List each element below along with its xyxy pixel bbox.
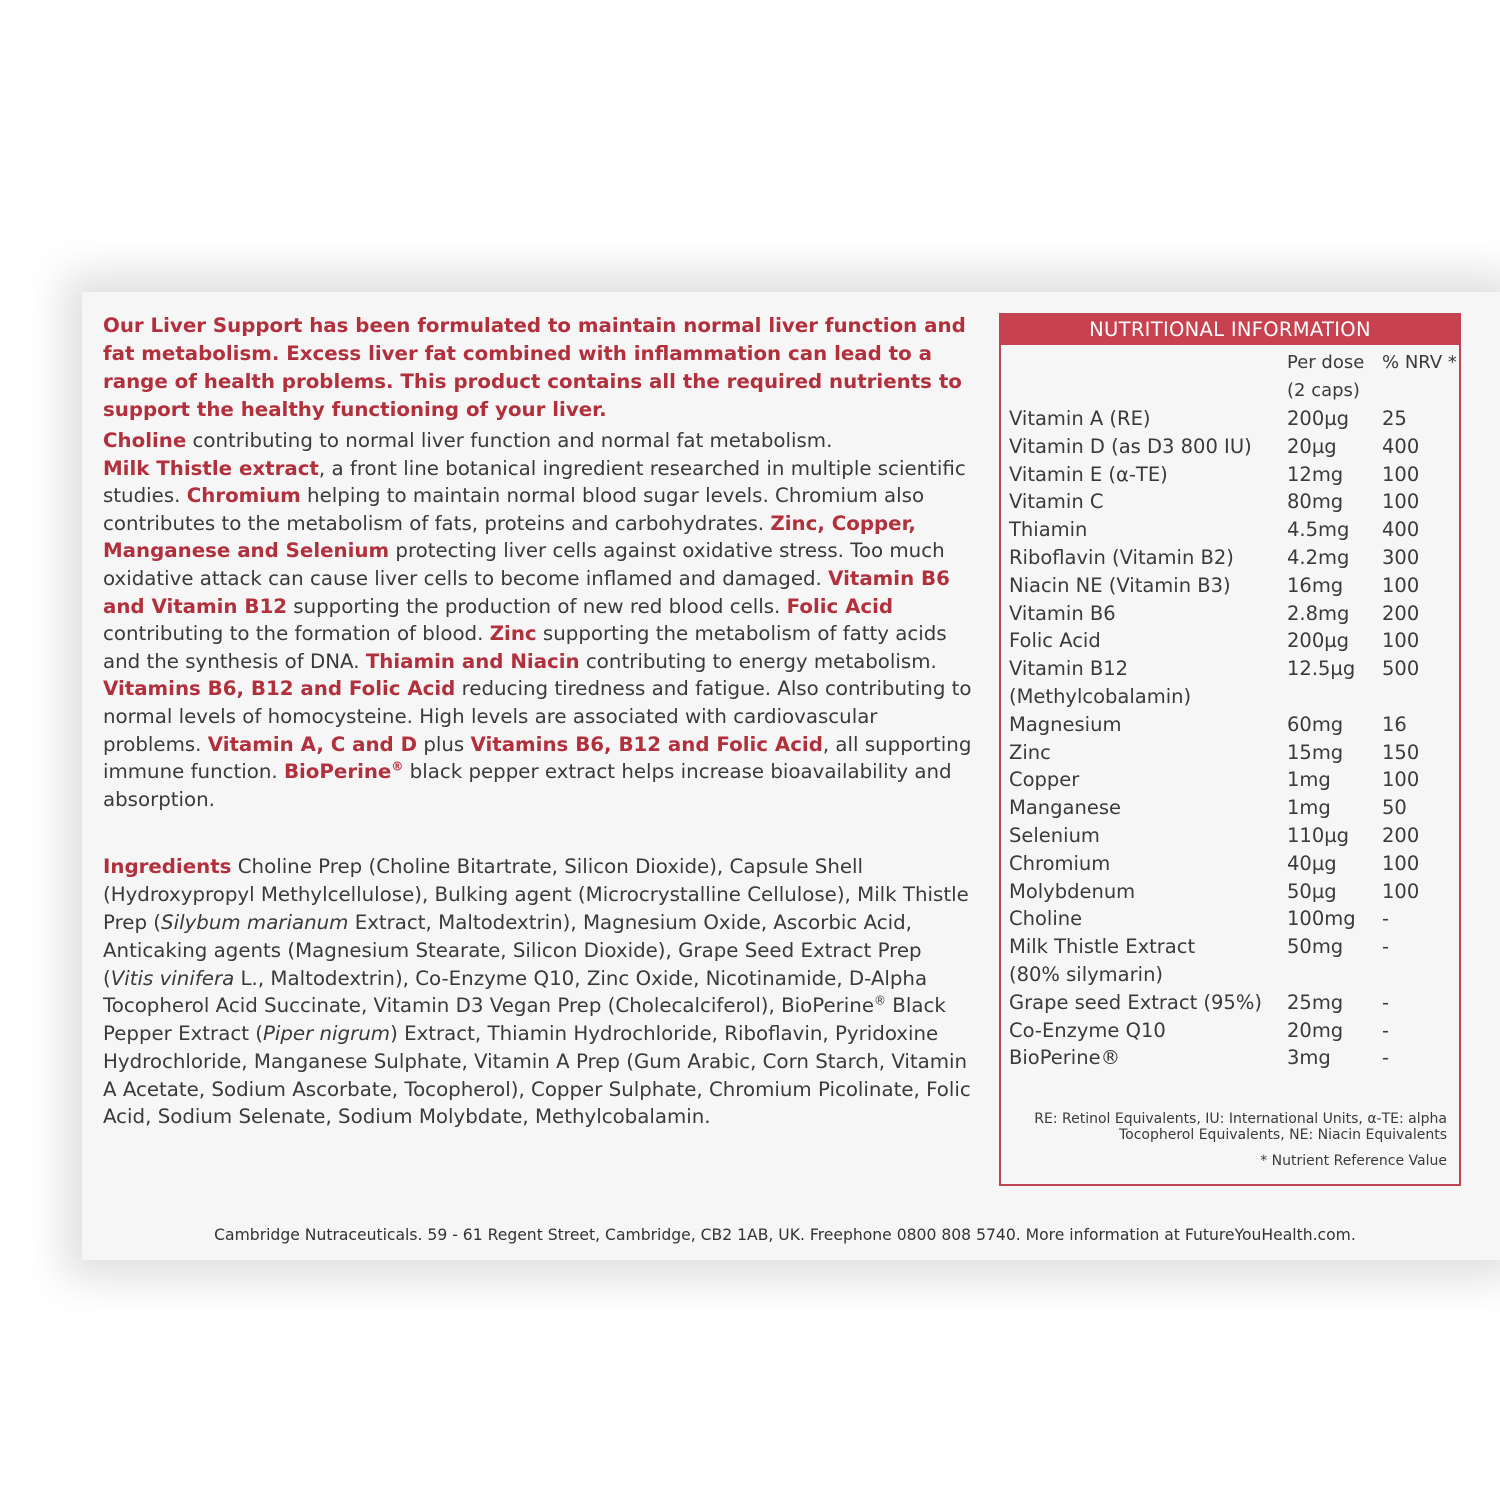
- ingredients-part: Black Pepper Extract (: [103, 994, 946, 1046]
- nutrition-row: [1009, 794, 1459, 822]
- nutrition-row: [1009, 739, 1459, 767]
- benefit-text: , all supporting immune function.: [103, 732, 972, 784]
- nutrient-name: Vitamin B12: [1009, 657, 1129, 681]
- benefit-text: supporting the production of new red blood cells.: [287, 594, 787, 618]
- ingredients-label: Ingredients: [103, 855, 232, 879]
- nutrient-name: Folic Acid: [1009, 629, 1101, 653]
- nutrient-nrv: 100: [1382, 629, 1420, 653]
- nutrition-row: [1009, 683, 1459, 711]
- ingredients-part: Choline Prep (Choline Bitartrate, Silicon Dioxide), Capsule Shell (Hydroxypropyl Methylcellulose), Bulking agent (Microcrystalline Cellulose), Milk Thistle Prep (: [103, 855, 969, 934]
- nutrient-name: Vitamin C: [1009, 490, 1104, 514]
- nutrition-row: [1009, 627, 1459, 655]
- benefit-highlight: BioPerine: [283, 760, 392, 784]
- nutrition-rows: [1009, 405, 1459, 1072]
- nutrition-row: [1009, 766, 1459, 794]
- nutrition-row: [1009, 461, 1459, 489]
- nutrient-name: Vitamin A (RE): [1009, 407, 1151, 430]
- nutrient-name: Copper: [1009, 768, 1080, 792]
- nutrient-nrv: 100: [1382, 768, 1420, 792]
- benefit-highlight: Vitamin A, C and D: [207, 732, 418, 756]
- benefit-highlight: Zinc, Copper, Manganese and Selenium: [103, 511, 916, 563]
- nutrient-nrv: 100: [1382, 851, 1420, 875]
- nutrient-dose: 12mg: [1287, 462, 1344, 486]
- nutrient-dose: 15mg: [1287, 740, 1344, 764]
- nutrition-notes: [1007, 1111, 1447, 1169]
- benefit-highlight: Choline: [103, 429, 187, 452]
- nutrition-row: [1009, 989, 1459, 1017]
- nutrient-nrv: 50: [1382, 796, 1407, 820]
- benefit-text: protecting liver cells against oxidative stress. Too much oxidative attack can cause liver cells to become inflamed and damaged.: [103, 539, 945, 590]
- description-column: [103, 312, 973, 1131]
- nutrient-dose: 80mg: [1287, 490, 1344, 514]
- nutrient-name: Molybdenum: [1009, 879, 1136, 903]
- benefit-text: , a front line botanical ingredient researched in multiple scientific studies.: [103, 456, 966, 508]
- nutrition-title: NUTRITIONAL INFORMATION: [1001, 315, 1459, 345]
- nutrition-row: [1009, 572, 1459, 600]
- nutrition-row: [1009, 655, 1459, 683]
- nutrient-name: BioPerine®: [1009, 1046, 1121, 1070]
- nutrient-nrv: -: [1382, 990, 1390, 1014]
- nutrient-dose: [1287, 961, 1382, 989]
- nutrient-nrv: 100: [1382, 879, 1420, 903]
- nutrient-name: Chromium: [1009, 851, 1111, 875]
- benefit-text: contributing to normal liver function and normal fat metabolism.: [186, 429, 833, 452]
- nutrient-name: Grape seed Extract (95%): [1009, 990, 1262, 1014]
- latin-name: Silybum marianum: [161, 910, 349, 934]
- footer-address: Cambridge Nutraceuticals. 59 - 61 Regent Street, Cambridge, CB2 1AB, UK. Freephone 0800 808 5740. More information at FutureYouHealth.com.: [214, 1226, 1356, 1244]
- nutrition-row: [1009, 600, 1459, 628]
- benefit-highlight: Vitamin B6 and Vitamin B12: [103, 566, 950, 618]
- benefits-text: [103, 427, 973, 813]
- nutrition-row: [1009, 850, 1459, 878]
- nutrition-row: [1009, 933, 1459, 961]
- benefit-text: contributing to the formation of blood.: [103, 622, 490, 646]
- nutrition-row: [1009, 516, 1459, 544]
- nutrient-dose: 4.5mg: [1287, 518, 1350, 542]
- nutrient-nrv: -: [1382, 907, 1390, 931]
- nutrition-row: [1009, 488, 1459, 516]
- latin-name: Vitis vinifera: [110, 966, 235, 990]
- col-per-dose-caps: (2 caps): [1287, 380, 1360, 401]
- nutrition-row: [1009, 1044, 1459, 1072]
- nutrient-nrv: 300: [1382, 545, 1420, 569]
- nutrient-name: Milk Thistle Extract: [1009, 935, 1196, 959]
- nutrient-dose: 200µg: [1287, 629, 1350, 653]
- nutrient-nrv: -: [1382, 935, 1390, 959]
- nutrition-panel: [999, 313, 1461, 1186]
- nutrient-name: Niacin NE (Vitamin B3): [1009, 573, 1231, 597]
- nutrient-name: (Methylcobalamin): [1009, 684, 1192, 708]
- nutrient-dose: 25mg: [1287, 990, 1344, 1014]
- nutrient-nrv: 400: [1382, 434, 1420, 458]
- nutrient-dose: 3mg: [1287, 1046, 1331, 1070]
- nutrient-name: Choline: [1009, 907, 1083, 931]
- nutrient-nrv: 100: [1382, 573, 1420, 597]
- intro-text: Our Liver Support has been formulated to maintain normal liver function and fat metabolism. Excess liver fat combined with inflammation can lead to a range of health problems. This product contains all the required nutrients to support the healthy functioning of your liver.: [103, 314, 966, 421]
- nutrient-nrv: [1382, 683, 1459, 711]
- nrv-note: * Nutrient Reference Value: [1260, 1153, 1447, 1169]
- nutrient-dose: 60mg: [1287, 712, 1344, 736]
- nutrition-row: [1009, 905, 1459, 933]
- nutrient-nrv: -: [1382, 1046, 1390, 1070]
- nutrient-dose: 50mg: [1287, 935, 1344, 959]
- benefit-text: helping to maintain normal blood sugar levels. Chromium also contributes to the metabolism of fats, proteins and carbohydrates.: [103, 484, 925, 535]
- nutrition-row: [1009, 961, 1459, 989]
- nutrition-row: [1009, 544, 1459, 572]
- nutrient-dose: 2.8mg: [1287, 601, 1350, 625]
- nutrition-row: [1009, 405, 1459, 433]
- nutrient-nrv: 16: [1382, 712, 1407, 736]
- benefit-highlight: Chromium: [186, 484, 301, 508]
- nutrient-dose: 1mg: [1287, 796, 1331, 820]
- abbreviation-note: RE: Retinol Equivalents, IU: International Units, α-TE: alpha Tocopherol Equivalents, NE: Niacin Equivalents: [1034, 1111, 1447, 1143]
- benefit-text: reducing tiredness and fatigue. Also contributing to normal levels of homocysteine. High levels are associated with cardiovascular problems.: [103, 677, 972, 756]
- nutrient-nrv: -: [1382, 1018, 1390, 1042]
- nutrient-dose: 40µg: [1287, 851, 1337, 875]
- registered-mark: ®: [874, 993, 887, 1008]
- benefit-text: contributing to energy metabolism.: [579, 649, 937, 673]
- nutrient-nrv: [1382, 961, 1459, 989]
- nutrient-nrv: 400: [1382, 518, 1420, 542]
- nutrition-header-row: [1009, 349, 1459, 377]
- nutrient-name: Selenium: [1009, 823, 1100, 847]
- nutrition-row: [1009, 1017, 1459, 1045]
- benefit-highlight: Vitamins B6, B12 and Folic Acid: [103, 677, 456, 701]
- nutrient-dose: 12.5µg: [1287, 657, 1356, 681]
- benefit-highlight: Milk Thistle extract: [103, 456, 319, 480]
- nutrient-dose: [1287, 683, 1382, 711]
- benefit-highlight: Vitamins B6, B12 and Folic Acid: [470, 732, 823, 756]
- nutrient-dose: 4.2mg: [1287, 545, 1350, 569]
- benefit-highlight: Folic Acid: [786, 594, 894, 618]
- nutrient-name: Magnesium: [1009, 712, 1122, 736]
- nutrient-nrv: 100: [1382, 490, 1420, 514]
- benefit-text: black pepper extract helps increase bioavailability and absorption.: [103, 760, 952, 811]
- col-per-dose: Per dose: [1287, 352, 1365, 373]
- nutrient-dose: 1mg: [1287, 768, 1331, 792]
- nutrient-nrv: 100: [1382, 462, 1420, 486]
- nutrient-name: Vitamin E (α-TE): [1009, 462, 1168, 486]
- ingredients-part: L., Maltodextrin), Co-Enzyme Q10, Zinc Oxide, Nicotinamide, D-Alpha Tocopherol Acid Succinate, Vitamin D3 Vegan Prep (Cholecalciferol), BioPerine: [103, 966, 928, 1018]
- ingredients-part: ) Extract, Thiamin Hydrochloride, Riboflavin, Pyridoxine Hydrochloride, Manganese Sulphate, Vitamin A Prep (Gum Arabic, Corn Starch, Vitamin A Acetate, Sodium Ascorbate, Tocopherol), Copper Sulphate, Chromium Picolinate, Folic Acid, Sodium Selenate, Sodium Molybdate, Methylcobalamin.: [103, 1022, 971, 1129]
- nutrient-name: Vitamin B6: [1009, 601, 1116, 625]
- nutrition-row: [1009, 433, 1459, 461]
- ingredients-part: Extract, Maltodextrin), Magnesium Oxide, Ascorbic Acid, Anticaking agents (Magnesium Stearate, Silicon Dioxide), Grape Seed Extract Prep (: [103, 910, 922, 990]
- nutrient-dose: 110µg: [1287, 823, 1350, 847]
- nutrient-name: Thiamin: [1009, 518, 1088, 542]
- nutrient-name: Zinc: [1009, 740, 1051, 764]
- nutrition-row: [1009, 878, 1459, 906]
- nutrient-dose: 200µg: [1287, 407, 1350, 430]
- registered-mark: ®: [391, 759, 404, 774]
- nutrition-table: [1009, 349, 1459, 1072]
- ingredients-text: [103, 853, 973, 1131]
- nutrient-name: Riboflavin (Vitamin B2): [1009, 545, 1234, 569]
- benefit-text: plus: [417, 732, 471, 756]
- nutrient-nrv: 25: [1382, 407, 1407, 430]
- nutrient-dose: 50µg: [1287, 879, 1337, 903]
- benefit-text: supporting the metabolism of fatty acids and the synthesis of DNA.: [103, 622, 947, 673]
- latin-name: Piper nigrum: [262, 1022, 391, 1046]
- col-nrv: % NRV *: [1382, 352, 1457, 373]
- nutrient-dose: 20mg: [1287, 1018, 1344, 1042]
- nutrient-name: (80% silymarin): [1009, 962, 1164, 986]
- benefit-highlight: Zinc: [489, 622, 537, 646]
- nutrient-name: Vitamin D (as D3 800 IU): [1009, 434, 1252, 458]
- nutrient-dose: 100mg: [1287, 907, 1356, 931]
- nutrient-nrv: 200: [1382, 823, 1420, 847]
- benefit-highlight: Thiamin and Niacin: [365, 649, 580, 673]
- nutrition-row: [1009, 822, 1459, 850]
- nutrient-nrv: 200: [1382, 601, 1420, 625]
- nutrient-name: Co-Enzyme Q10: [1009, 1018, 1166, 1042]
- nutrient-nrv: 150: [1382, 740, 1420, 764]
- nutrient-nrv: 500: [1382, 657, 1420, 681]
- nutrient-name: Manganese: [1009, 796, 1121, 820]
- nutrition-row: [1009, 711, 1459, 739]
- nutrient-dose: 16mg: [1287, 573, 1344, 597]
- nutrient-dose: 20µg: [1287, 434, 1337, 458]
- nutrition-header-row: [1009, 377, 1459, 405]
